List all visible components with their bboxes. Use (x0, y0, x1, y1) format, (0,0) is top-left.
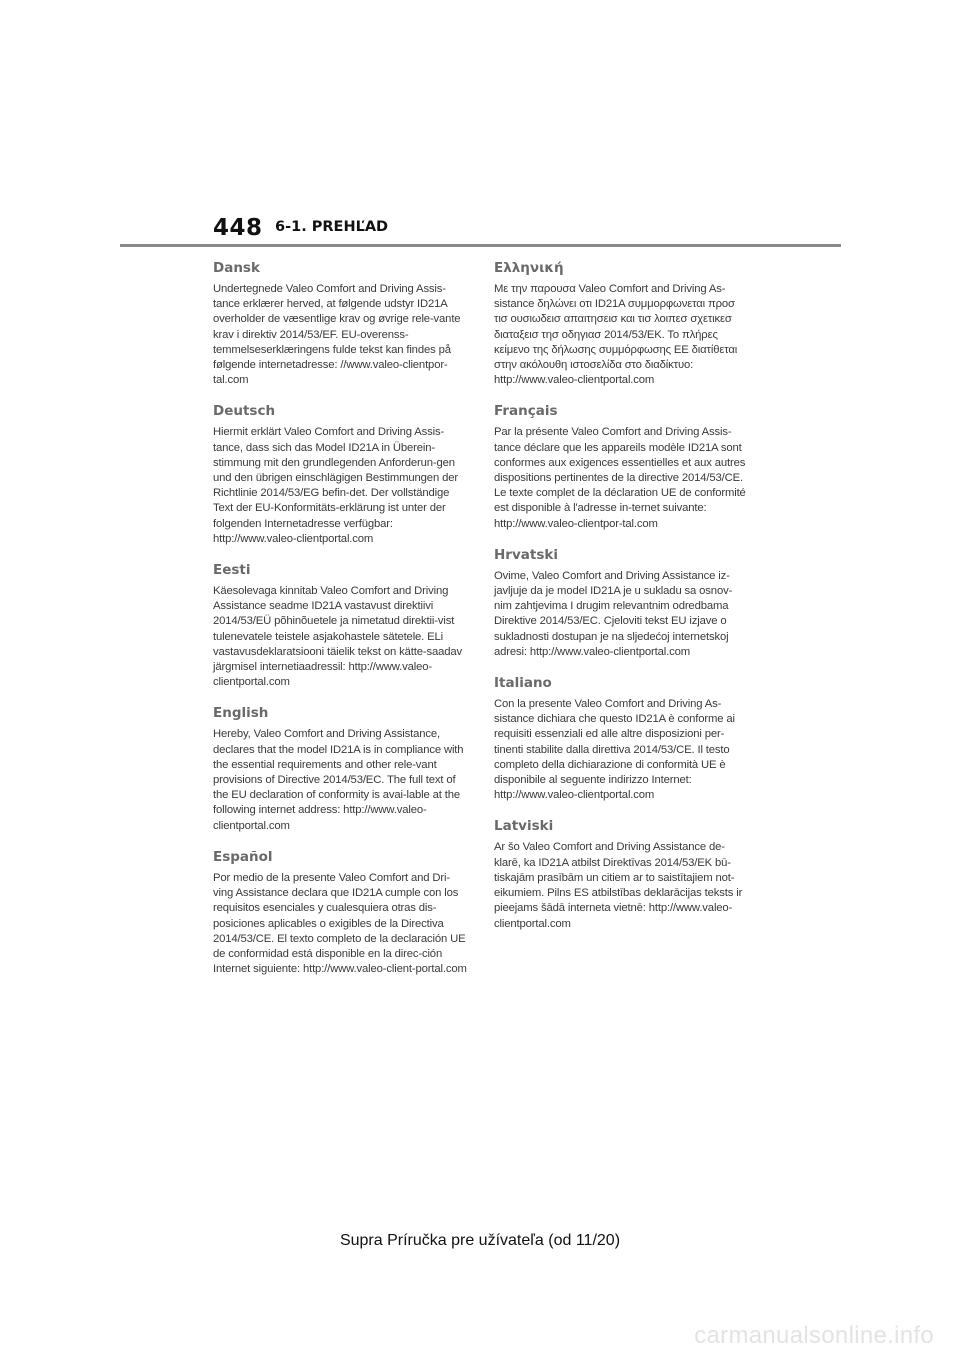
section-title: Deutsch (213, 403, 276, 420)
section-espanol (213, 847, 468, 977)
section-english (213, 703, 468, 833)
section-deutsch (213, 401, 468, 547)
section-body: Ar šo Valeo Comfort and Driving Assistance de-klarē, ka ID21A atbilst Direktīvas 2014/53/EK bū-tiskajām prasībām un citiem ar to saistītajiem not-eikumiem. Pilns ES atbilstības deklarācijas teksts ir pieejams šādā interneta vietnē: http://www.valeo-clientportal.com (494, 841, 743, 930)
section-dansk (213, 258, 468, 388)
section-title: Latviski (494, 818, 554, 835)
section-body: Hiermit erklärt Valeo Comfort and Driving Assis-tance, dass sich das Model ID21A in Überein-stimmung mit den grundlegenden Anforderun-gen und den übrigen einschlägigen Bestimmungen der Richtlinie 2014/53/EG befin-det. Der vollständige Text der EU-Konformitäts-erklärung ist unter der folgenden Internetadresse verfügbar: http://www.valeo-clientportal.com (213, 426, 458, 545)
section-eesti (213, 560, 468, 690)
section-title: Eesti (213, 562, 251, 579)
section-title: English (213, 705, 269, 722)
left-column (213, 258, 468, 990)
section-greek (494, 258, 749, 388)
right-column (494, 258, 749, 945)
section-body: Hereby, Valeo Comfort and Driving Assistance, declares that the model ID21A is in compliance with the essential requirements and other rele-vant provisions of Directive 2014/53/EC. The full text of the EU declaration of conformity is avai-lable at the following internet address: http://www.valeo-clientportal.com (213, 728, 464, 832)
footer-title: Supra Príručka pre užívateľa (od 11/20) (339, 1232, 621, 1249)
section-italiano (494, 673, 749, 803)
section-title: Français (494, 403, 558, 420)
section-body: Με την παρουσα Valeo Comfort and Driving As-sistance δηλώνει οτι ID21A συμμορφωνεται προσ τισ ουσιωδεισ απαιτησεισ και τισ λοιπεσ σχετικεσ διαταξεισ τησ οδηγιασ 2014/53/ΕΚ. Το πλήρες κείμενο της δήλωσης συμμόρφωσης ΕΕ διατίθεται στην ακόλουθη ιστοσελίδα στο διαδίκτυο: http://www.valeo-clientportal.com (494, 283, 738, 387)
section-body: Por medio de la presente Valeo Comfort and Dri-ving Assistance declara que ID21A cumple con los requisitos esenciales y cualesquiera otras dis-posiciones aplicables o exigibles de la Directiva 2014/53/CE. El texto completo de la declaración UE de conformidad está disponible en la direc-ción Internet siguiente: http://www.valeo-client-portal.com (213, 871, 467, 976)
section-body: Par la présente Valeo Comfort and Driving Assis-tance déclare que les appareils modèle ID21A sont conformes aux exigences essentielles et aux autres dispositions pertinentes de la directive 2014/53/CE. Le texte complet de la déclaration UE de conformité est disponible à l'adresse in-ternet suivante: http://www.valeo-clientpor-tal.com (494, 426, 746, 530)
section-title: Ελληνική (494, 260, 564, 276)
section-title: Dansk (213, 260, 260, 276)
header-rule (120, 244, 841, 247)
section-body: Con la presente Valeo Comfort and Driving As-sistance dichiara che questo ID21A è conforme ai requisiti essenziali ed alle altre disposizioni per-tinenti stabilite dalla direttiva 2014/53/CE. Il testo completo della dichiarazione di conformità UE è disponibile al seguente indirizzo Internet: http://www.valeo-clientportal.com (494, 698, 735, 802)
section-hrvatski (494, 545, 749, 660)
section-title: Hrvatski (494, 546, 558, 563)
page-number: 448 (213, 215, 263, 241)
section-latviski (494, 816, 749, 931)
watermark: carmanualsonline.info (694, 1322, 934, 1349)
section-francais (494, 401, 749, 531)
section-body: Undertegnede Valeo Comfort and Driving Assis-tance erklærer herved, at følgende udstyr ID21A overholder de væsentlige krav og øvrige rele-vante krav i direktiv 2014/53/EF. EU-overenss-temmelseserklæringens fulde tekst kan findes på følgende internetadresse: //www.valeo-clientpor-tal.com (213, 283, 461, 387)
section-title: Italiano (494, 675, 552, 692)
section-title: Español (213, 848, 273, 865)
section-body: Ovime, Valeo Comfort and Driving Assistance iz-javljuje da je model ID21A je u sukladu sa osnov-nim zahtjevima I drugim relevantnim odredbama Direktive 2014/53/EC. Cjeloviti tekst EU izjave o sukladnosti dostupan je na sljedećoj internetskoj adresi: http://www.valeo-clientportal.com (494, 569, 733, 658)
chapter-title: 6-1. PREHĽAD (275, 219, 389, 235)
section-body: Käesolevaga kinnitab Valeo Comfort and Driving Assistance seadme ID21A vastavust direktiivi 2014/53/EÜ põhinõuetele ja nimetatud direktii-vist tulenevatele teistele asjakohastele sätetele. ELi vastavusdeklaratsiooni täielik tekst on kätte-saadav järgmisel internetiaadressil: http://www.valeo-clientportal.com (213, 585, 463, 689)
